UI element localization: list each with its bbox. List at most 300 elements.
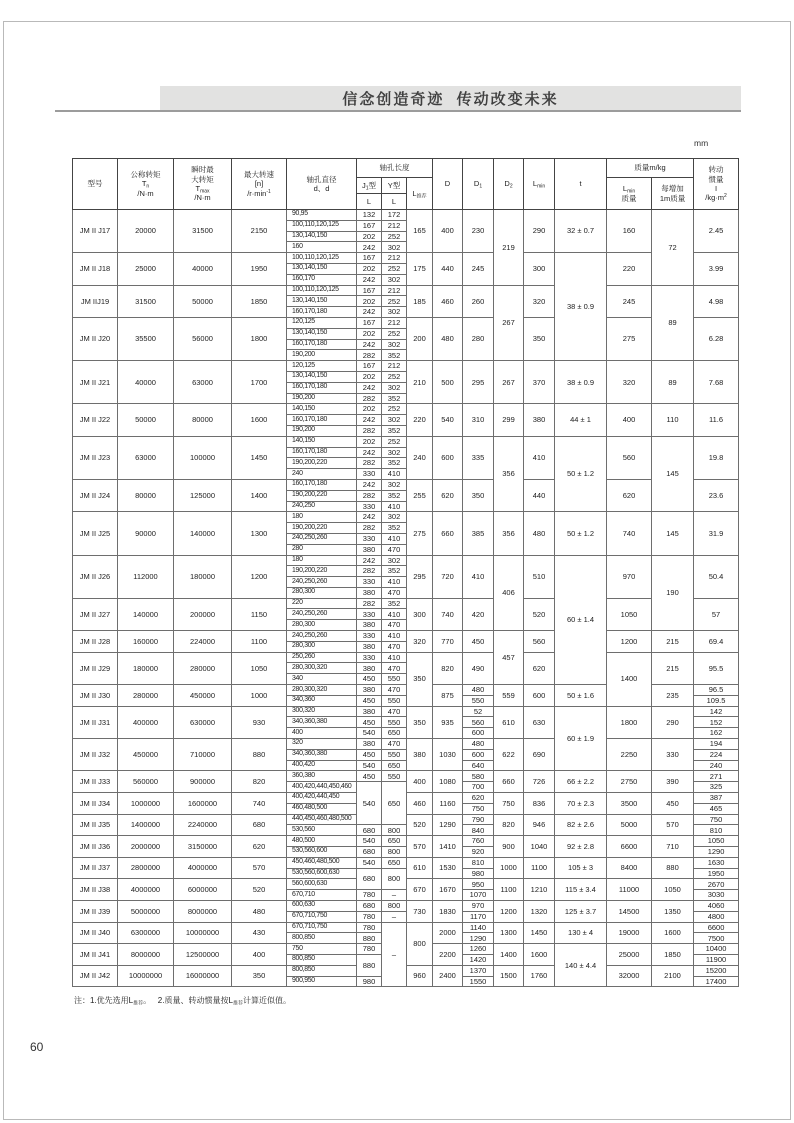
banner-title: 信念创造奇迹 传动改变未来 <box>342 91 559 108</box>
cell-bore: 240,250 <box>287 501 357 512</box>
cell-d1: 550 <box>463 695 494 706</box>
header-mass-lmin: $L_{min}$ 质量 <box>607 178 652 210</box>
cell-lmin: 1100 <box>524 857 555 879</box>
cell-model: JM II J30 <box>73 685 118 707</box>
cell-speed: 1300 <box>232 512 287 555</box>
cell-mass-lmin: 160 <box>607 210 652 253</box>
cell-mass-lmin: 1200 <box>607 631 652 653</box>
cell-d2: 267 <box>494 285 524 361</box>
cell-y: 302 <box>382 339 407 350</box>
cell-d: 500 <box>433 361 463 404</box>
cell-speed: 1100 <box>232 631 287 653</box>
cell-d: 1160 <box>433 793 463 815</box>
cell-j: 330 <box>357 609 382 620</box>
cell-bore: 130,140,150 <box>287 263 357 274</box>
cell-j: 282 <box>357 598 382 609</box>
cell-mass-lmin: 11000 <box>607 879 652 901</box>
cell-d: 2000 <box>433 922 463 944</box>
cell-model: JM II J25 <box>73 512 118 555</box>
cell-speed: 520 <box>232 879 287 901</box>
header-mass-per-meter: 每增加 1m质量 <box>652 178 694 210</box>
cell-tn: 2800000 <box>118 857 174 879</box>
cell-bore: 180 <box>287 512 357 523</box>
cell-tn: 4000000 <box>118 879 174 901</box>
cell-bore: 800,850 <box>287 954 357 965</box>
cell-bore: 320 <box>287 739 357 750</box>
cell-bore: 160,170,180 <box>287 447 357 458</box>
cell-j: 680 <box>357 868 382 890</box>
cell-tn: 50000 <box>118 404 174 436</box>
cell-j: 330 <box>357 501 382 512</box>
cell-t: 32 ± 0.7 <box>555 210 607 253</box>
cell-tn: 6300000 <box>118 922 174 944</box>
cell-lmin: 1210 <box>524 879 555 901</box>
cell-speed: 880 <box>232 739 287 771</box>
cell-inertia: 2670 <box>694 879 739 890</box>
cell-y: 212 <box>382 361 407 372</box>
cell-speed: 680 <box>232 814 287 836</box>
cell-j: 380 <box>357 706 382 717</box>
cell-bore: 240,250,260 <box>287 533 357 544</box>
cell-t: 70 ± 2.3 <box>555 793 607 815</box>
cell-bore: 280,300,320 <box>287 685 357 696</box>
cell-inertia: 95.5 <box>694 652 739 684</box>
cell-inertia: 7500 <box>694 933 739 944</box>
cell-y: 410 <box>382 577 407 588</box>
cell-bore: 100,110,120,125 <box>287 285 357 296</box>
cell-j: 330 <box>357 533 382 544</box>
cell-tmax: 16000000 <box>174 965 232 987</box>
cell-y: 550 <box>382 771 407 782</box>
table-row <box>73 706 739 717</box>
cell-j: 540 <box>357 728 382 739</box>
cell-j: 242 <box>357 274 382 285</box>
cell-bore: 280,300 <box>287 620 357 631</box>
cell-d1: 600 <box>463 749 494 760</box>
table-row <box>73 922 739 933</box>
cell-inertia: 387 <box>694 793 739 804</box>
cell-mass-per-m: 1850 <box>652 944 694 966</box>
cell-bore: 530,560,600,630 <box>287 868 357 879</box>
cell-d: 720 <box>433 555 463 598</box>
cell-speed: 1800 <box>232 317 287 360</box>
cell-bore: 340 <box>287 674 357 685</box>
cell-mass-lmin: 220 <box>607 253 652 285</box>
cell-d1: 1370 <box>463 965 494 976</box>
cell-bore: 240 <box>287 469 357 480</box>
cell-tmax: 125000 <box>174 479 232 511</box>
cell-bore: 360,380 <box>287 771 357 782</box>
cell-inertia: 4.98 <box>694 285 739 317</box>
cell-t: 125 ± 3.7 <box>555 901 607 923</box>
cell-bore: 120,125 <box>287 317 357 328</box>
cell-bore: 400 <box>287 728 357 739</box>
cell-bore: 440,450,460,480,500 <box>287 814 357 825</box>
cell-lrec: 460 <box>407 793 433 815</box>
cell-inertia: 142 <box>694 706 739 717</box>
cell-speed: 2150 <box>232 210 287 253</box>
cell-d1: 350 <box>463 479 494 511</box>
cell-y: 410 <box>382 609 407 620</box>
cell-y: – <box>382 890 407 901</box>
cell-y: 470 <box>382 739 407 750</box>
cell-j: 330 <box>357 631 382 642</box>
cell-inertia: 152 <box>694 717 739 728</box>
cell-j: 780 <box>357 944 382 955</box>
table-row <box>73 965 739 976</box>
cell-tn: 140000 <box>118 598 174 630</box>
cell-y: 252 <box>382 263 407 274</box>
cell-bore: 300,320 <box>287 706 357 717</box>
table-row <box>73 555 739 566</box>
cell-d1: 385 <box>463 512 494 555</box>
header-l-recommended: $L_{推荐}$ <box>407 178 433 210</box>
header-bore-diameter: 轴孔直径 d、d <box>287 159 357 210</box>
cell-lrec: 520 <box>407 814 433 836</box>
cell-j: 450 <box>357 749 382 760</box>
cell-tn: 560000 <box>118 771 174 793</box>
cell-lmin: 510 <box>524 555 555 598</box>
cell-d2: 457 <box>494 631 524 685</box>
cell-bore: 460,480,500 <box>287 803 357 814</box>
cell-tn: 31500 <box>118 285 174 317</box>
cell-d1: 1140 <box>463 922 494 933</box>
cell-bore: 160,170,180 <box>287 479 357 490</box>
cell-tn: 112000 <box>118 555 174 598</box>
cell-lmin: 370 <box>524 361 555 404</box>
cell-mass-per-m: 72 <box>652 210 694 286</box>
cell-mass-per-m: 190 <box>652 555 694 631</box>
cell-lmin: 520 <box>524 598 555 630</box>
cell-lmin: 1450 <box>524 922 555 944</box>
cell-inertia: 1290 <box>694 847 739 858</box>
cell-bore: 190,200 <box>287 350 357 361</box>
cell-bore: 120,125 <box>287 361 357 372</box>
cell-j: 380 <box>357 739 382 750</box>
cell-j: 540 <box>357 857 382 868</box>
cell-model: JM II J38 <box>73 879 118 901</box>
cell-bore: 160,170,180 <box>287 339 357 350</box>
cell-inertia: 4060 <box>694 901 739 912</box>
cell-speed: 1700 <box>232 361 287 404</box>
cell-d2: 406 <box>494 555 524 631</box>
cell-y: 352 <box>382 393 407 404</box>
cell-bore: 240,250,260 <box>287 577 357 588</box>
cell-j: 780 <box>357 890 382 901</box>
cell-model: JM II J24 <box>73 479 118 511</box>
cell-d: 400 <box>433 210 463 253</box>
cell-inertia: 1950 <box>694 868 739 879</box>
cell-lmin: 350 <box>524 317 555 360</box>
cell-model: JM II J34 <box>73 793 118 815</box>
cell-bore: 190,200 <box>287 393 357 404</box>
cell-j: 242 <box>357 479 382 490</box>
cell-mass-per-m: 710 <box>652 836 694 858</box>
cell-bore: 160 <box>287 242 357 253</box>
cell-y: 352 <box>382 425 407 436</box>
cell-speed: 1150 <box>232 598 287 630</box>
cell-j: 680 <box>357 901 382 912</box>
cell-j: 242 <box>357 555 382 566</box>
header-mass-group: 质量m/kg <box>607 159 694 178</box>
cell-j: 780 <box>357 911 382 922</box>
cell-d1: 600 <box>463 728 494 739</box>
cell-y: 352 <box>382 490 407 501</box>
cell-y: 302 <box>382 447 407 458</box>
cell-inertia: 15200 <box>694 965 739 976</box>
cell-y: 212 <box>382 220 407 231</box>
cell-inertia: 4800 <box>694 911 739 922</box>
cell-lrec: 295 <box>407 555 433 598</box>
cell-j: 167 <box>357 285 382 296</box>
cell-lrec: 255 <box>407 479 433 511</box>
cell-d: 600 <box>433 436 463 479</box>
cell-j: 167 <box>357 361 382 372</box>
cell-mass-per-m: 145 <box>652 512 694 555</box>
cell-j: 540 <box>357 836 382 847</box>
cell-inertia: 240 <box>694 760 739 771</box>
cell-tn: 8000000 <box>118 944 174 966</box>
cell-y: 410 <box>382 469 407 480</box>
cell-tn: 25000 <box>118 253 174 285</box>
cell-inertia: 109.5 <box>694 695 739 706</box>
cell-t: 38 ± 0.9 <box>555 361 607 404</box>
cell-tmax: 200000 <box>174 598 232 630</box>
cell-bore: 530,560,600 <box>287 847 357 858</box>
cell-j: 202 <box>357 436 382 447</box>
cell-speed: 620 <box>232 836 287 858</box>
cell-tmax: 56000 <box>174 317 232 360</box>
cell-j: 380 <box>357 544 382 555</box>
cell-inertia: 1630 <box>694 857 739 868</box>
cell-inertia: 325 <box>694 782 739 793</box>
cell-d2: 219 <box>494 210 524 286</box>
table-row <box>73 253 739 264</box>
cell-model: JM II J27 <box>73 598 118 630</box>
cell-d: 1670 <box>433 879 463 901</box>
cell-mass-lmin: 1800 <box>607 706 652 738</box>
cell-bore: 280,300 <box>287 641 357 652</box>
cell-y: 302 <box>382 555 407 566</box>
cell-j: 880 <box>357 954 382 976</box>
cell-bore: 250,260 <box>287 652 357 663</box>
cell-model: JM IIJ19 <box>73 285 118 317</box>
cell-bore: 190,200,220 <box>287 458 357 469</box>
cell-bore: 400,420,440,450,460 <box>287 782 357 793</box>
cell-bore: 400,420 <box>287 760 357 771</box>
cell-mass-lmin: 32000 <box>607 965 652 987</box>
cell-d1: 560 <box>463 717 494 728</box>
cell-j: 880 <box>357 933 382 944</box>
cell-speed: 1600 <box>232 404 287 436</box>
cell-tmax: 280000 <box>174 652 232 684</box>
cell-j: 282 <box>357 523 382 534</box>
cell-mass-lmin: 5000 <box>607 814 652 836</box>
cell-tn: 180000 <box>118 652 174 684</box>
cell-model: JM II J23 <box>73 436 118 479</box>
cell-mass-per-m: 1600 <box>652 922 694 944</box>
cell-y: 410 <box>382 652 407 663</box>
cell-lmin: 620 <box>524 652 555 684</box>
header-lmin: $L_{min}$ <box>524 159 555 210</box>
cell-y: 470 <box>382 706 407 717</box>
cell-bore: 190,200,220 <box>287 490 357 501</box>
cell-y: 352 <box>382 458 407 469</box>
cell-j: 242 <box>357 382 382 393</box>
cell-inertia: 11900 <box>694 954 739 965</box>
cell-mass-lmin: 320 <box>607 361 652 404</box>
cell-t: 60 ± 1.9 <box>555 706 607 771</box>
cell-mass-per-m: 145 <box>652 436 694 512</box>
cell-speed: 820 <box>232 771 287 793</box>
cell-tn: 160000 <box>118 631 174 653</box>
cell-mass-per-m: 1350 <box>652 901 694 923</box>
cell-bore: 600,630 <box>287 901 357 912</box>
cell-d1: 750 <box>463 803 494 814</box>
cell-d2: 1100 <box>494 879 524 901</box>
cell-j: 167 <box>357 317 382 328</box>
cell-y: 212 <box>382 253 407 264</box>
cell-mass-per-m: 235 <box>652 685 694 707</box>
table-row <box>73 479 739 490</box>
cell-d2: 1000 <box>494 857 524 879</box>
cell-tn: 400000 <box>118 706 174 738</box>
cell-mass-lmin: 2750 <box>607 771 652 793</box>
cell-j: 242 <box>357 512 382 523</box>
cell-d1: 335 <box>463 436 494 479</box>
cell-inertia: 162 <box>694 728 739 739</box>
cell-y: 352 <box>382 566 407 577</box>
cell-mass-lmin: 3500 <box>607 793 652 815</box>
cell-mass-lmin: 14500 <box>607 901 652 923</box>
cell-model: JM II J37 <box>73 857 118 879</box>
cell-lrec: 380 <box>407 739 433 771</box>
table-row <box>73 598 739 609</box>
cell-inertia: 11.6 <box>694 404 739 436</box>
cell-bore: 400,420,440,450 <box>287 793 357 804</box>
cell-bore: 240,250,260 <box>287 631 357 642</box>
cell-bore: 130,140,150 <box>287 371 357 382</box>
cell-y: 550 <box>382 695 407 706</box>
cell-y: 650 <box>382 857 407 868</box>
cell-mass-lmin: 25000 <box>607 944 652 966</box>
cell-mass-lmin: 400 <box>607 404 652 436</box>
cell-lmin: 440 <box>524 479 555 511</box>
cell-lmin: 630 <box>524 706 555 738</box>
header-inertia: 转动 惯量 I $/kg\cdot m^2$ <box>694 159 739 210</box>
cell-mass-per-m: 450 <box>652 793 694 815</box>
cell-speed: 1400 <box>232 479 287 511</box>
cell-d1: 1070 <box>463 890 494 901</box>
cell-lmin: 290 <box>524 210 555 253</box>
cell-lrec: 185 <box>407 285 433 317</box>
cell-t: 130 ± 4 <box>555 922 607 944</box>
cell-j: 282 <box>357 393 382 404</box>
cell-tmax: 710000 <box>174 739 232 771</box>
cell-t: 105 ± 3 <box>555 857 607 879</box>
cell-d2: 559 <box>494 685 524 707</box>
cell-lrec: 730 <box>407 901 433 923</box>
cell-bore: 800,850 <box>287 933 357 944</box>
cell-model: JM II J21 <box>73 361 118 404</box>
cell-bore: 480,500 <box>287 836 357 847</box>
cell-d1: 790 <box>463 814 494 825</box>
cell-d1: 760 <box>463 836 494 847</box>
header-max-speed: 最大转速 [n] $/r\cdot\min^{-1}$ <box>232 159 287 210</box>
cell-mass-per-m: 215 <box>652 652 694 684</box>
cell-tmax: 50000 <box>174 285 232 317</box>
cell-model: JM II J22 <box>73 404 118 436</box>
cell-inertia: 271 <box>694 771 739 782</box>
cell-mass-lmin: 970 <box>607 555 652 598</box>
cell-tmax: 224000 <box>174 631 232 653</box>
cell-bore: 130,140,150 <box>287 328 357 339</box>
cell-d1: 410 <box>463 555 494 598</box>
cell-j: 167 <box>357 220 382 231</box>
cell-inertia: 3030 <box>694 890 739 901</box>
banner-underline <box>55 110 741 112</box>
cell-j: 980 <box>357 976 382 987</box>
cell-t: 82 ± 2.6 <box>555 814 607 836</box>
cell-bore: 140,150 <box>287 404 357 415</box>
cell-lrec: 220 <box>407 404 433 436</box>
cell-tmax: 2240000 <box>174 814 232 836</box>
cell-mass-per-m: 110 <box>652 404 694 436</box>
cell-d1: 700 <box>463 782 494 793</box>
cell-y: 410 <box>382 533 407 544</box>
table-row <box>73 631 739 642</box>
cell-tn: 280000 <box>118 685 174 707</box>
cell-y: 550 <box>382 717 407 728</box>
cell-lmin: 1040 <box>524 836 555 858</box>
cell-y: 302 <box>382 382 407 393</box>
cell-bore: 190,200,220 <box>287 523 357 534</box>
cell-y: 212 <box>382 285 407 296</box>
cell-bore: 670,710 <box>287 890 357 901</box>
cell-y: 800 <box>382 901 407 912</box>
cell-j: 680 <box>357 847 382 858</box>
cell-y: 470 <box>382 685 407 696</box>
cell-y: 252 <box>382 404 407 415</box>
cell-model: JM II J42 <box>73 965 118 987</box>
cell-j: 202 <box>357 231 382 242</box>
cell-j: 780 <box>357 922 382 933</box>
cell-tn: 10000000 <box>118 965 174 987</box>
cell-bore: 280,300 <box>287 587 357 598</box>
cell-inertia: 96.5 <box>694 685 739 696</box>
cell-inertia: 6.28 <box>694 317 739 360</box>
cell-lmin: 836 <box>524 793 555 815</box>
cell-mass-per-m: 89 <box>652 361 694 404</box>
cell-j: 282 <box>357 490 382 501</box>
cell-t: 50 ± 1.2 <box>555 512 607 555</box>
cell-inertia: 750 <box>694 814 739 825</box>
cell-tmax: 630000 <box>174 706 232 738</box>
cell-j: 540 <box>357 782 382 825</box>
cell-lrec: 200 <box>407 317 433 360</box>
table-row <box>73 793 739 804</box>
cell-d1: 810 <box>463 857 494 868</box>
cell-tmax: 450000 <box>174 685 232 707</box>
cell-mass-lmin: 1050 <box>607 598 652 630</box>
cell-d2: 820 <box>494 814 524 836</box>
cell-t: 44 ± 1 <box>555 404 607 436</box>
cell-d2: 750 <box>494 793 524 815</box>
cell-y: 410 <box>382 631 407 642</box>
cell-mass-per-m: 390 <box>652 771 694 793</box>
cell-tmax: 140000 <box>174 512 232 555</box>
cell-d1: 1420 <box>463 954 494 965</box>
